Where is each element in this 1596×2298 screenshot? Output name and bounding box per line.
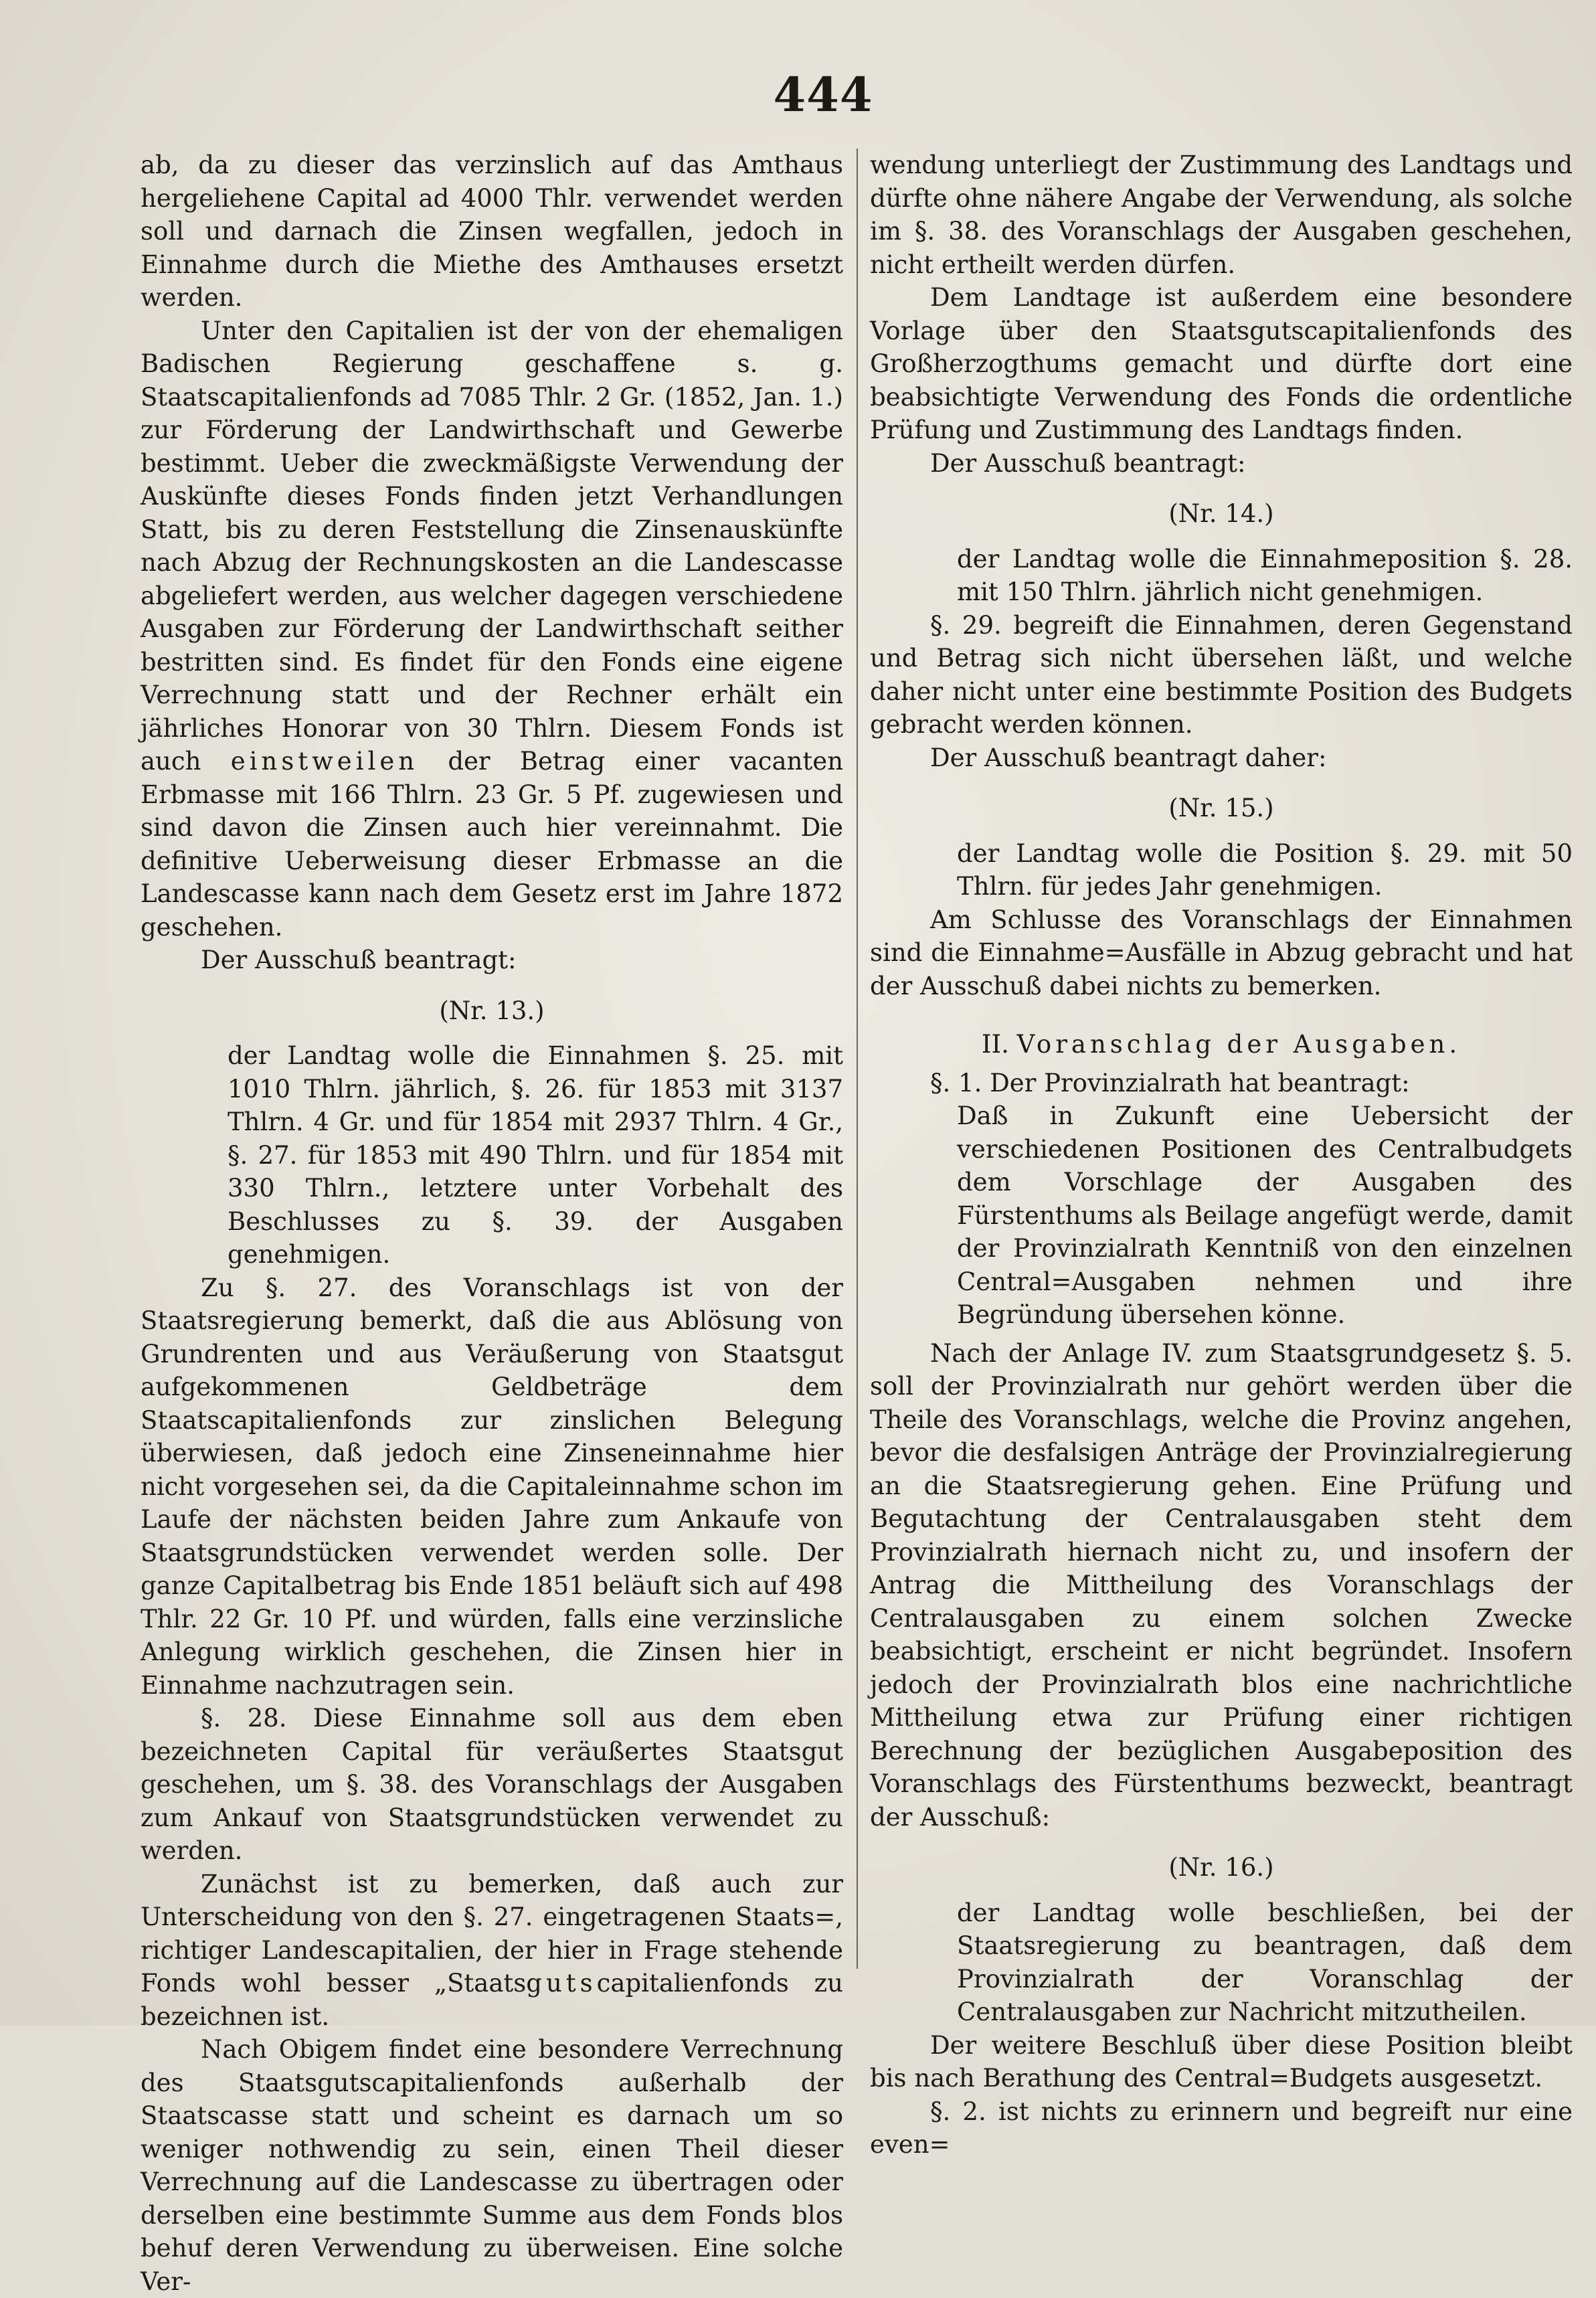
emphasized-word: guts (526, 1969, 597, 1998)
motion-text: der Landtag wolle die Einnahmeposition §. 28. mit 150 Thlrn. jährlich nicht genehmigen. (957, 544, 1573, 606)
motion-label: (Nr. 14.) (1168, 499, 1274, 528)
motion-text: der Landtag wolle beschließen, bei der Staatsregierung zu beantragen, daß dem Provinzialrath der Voranschlag der Centralausgaben zur Nachricht mitzutheilen. (957, 1898, 1573, 2026)
motion-label: (Nr. 16.) (1168, 1853, 1274, 1882)
paragraph (141, 315, 843, 944)
paragraph: Der weitere Beschluß über diese Position bleibt bis nach Berathung des Central=Budgets ausgesetzt. (870, 2030, 1573, 2093)
paragraph: Am Schlusse des Voranschlags der Einnahmen sind die Einnahme=Ausfälle in Abzug gebracht und hat der Ausschuß dabei nichts zu bemerken. (870, 905, 1573, 1000)
emphasized-word: einstweilen (230, 747, 419, 776)
text-run: capitalienfonds zu bezeichnen ist. (141, 1969, 843, 2031)
column-divider (857, 149, 858, 1969)
motion-text: der Landtag wolle die Einnahmen §. 25. mit 1010 Thlrn. jährlich, §. 26. für 1853 mit 3137 Thlrn. 4 Gr. und für 1854 mit 2937 Thlrn. 4 Gr., §. 27. für 1853 mit 490 Thlrn. und für 1854 mit 330 Thlrn., letztere unter Vorbehalt des Beschlusses zu §. 39. der Ausgaben genehmigen. (228, 1041, 843, 1269)
section-heading (870, 1028, 1573, 1061)
right-column (870, 149, 1573, 2161)
motion-label: (Nr. 15.) (1168, 794, 1274, 822)
motion-intro: Der Ausschuß beantragt: (201, 946, 517, 974)
paragraph: Nach der Anlage IV. zum Staatsgrundgesetz §. 5. soll der Provinzialrath nur gehört werden über die Theile des Voranschlags, welche die Provinz angehen, bevor die desfalsigen Anträge der Provinzialregierung an die Staatsregierung gehen. Eine Prüfung und Begutachtung der Centralausgaben steht dem Provinzialrath hiernach nicht zu, und insofern der Antrag die Mittheilung des Voranschlags der Centralausgaben zu einem solchen Zwecke beabsichtigt, erscheint er nicht begründet. Insofern jedoch der Provinzialrath blos eine nachrichtliche Mittheilung etwa zur Prüfung einer richtigen Berechnung der bezüglichen Ausgabeposition des Voranschlags des Fürstenthums bezweckt, beantragt der Ausschuß: (870, 1338, 1573, 1832)
paragraph: §. 28. Diese Einnahme soll aus dem eben bezeichneten Capital für veräußertes Staatsgut geschehen, um §. 38. des Voranschlags der Ausgaben zum Ankauf von Staatsgrundstücken verwendet zu werden. (141, 1704, 843, 1865)
paragraph: §. 29. begreift die Einnahmen, deren Gegenstand und Betrag sich nicht übersehen läßt, und welche daher nicht unter eine bestimmte Position des Budgets gebracht werden können. (870, 610, 1573, 739)
paragraph: §. 1. Der Provinzialrath hat beantragt: (930, 1068, 1410, 1097)
paragraph: Dem Landtage ist außerdem eine besondere Vorlage über den Staatsgutscapitalienfonds des Großherzogthums gemacht und dürfte dort eine beabsichtigte Verwendung des Fonds die ordentliche Prüfung und Zustimmung des Landtags finden. (870, 283, 1573, 444)
paragraph: ab, da zu dieser das verzinslich auf das Amthaus hergeliehene Capital ad 4000 Thlr. verwendet werden soll und darnach die Zinsen wegfallen, jedoch in Einnahme durch die Miethe des Amthauses ersetzt werden. (141, 151, 843, 312)
motion-label: (Nr. 13.) (439, 996, 545, 1025)
section-title: Voranschlag der Ausgaben. (1016, 1030, 1461, 1059)
left-column (141, 149, 843, 2298)
paragraph: Nach Obigem findet eine besondere Verrechnung des Staatsgutscapitalienfonds außerhalb der Staatscasse statt und scheint es darnach um so weniger nothwendig zu sein, einen Theil dieser Verrechnung auf die Landescasse zu übertragen oder derselben eine bestimmte Summe aus dem Fonds blos behuf deren Verwendung zu überweisen. Eine solche Ver- (141, 2035, 843, 2296)
motion-intro: Der Ausschuß beantragt daher: (930, 743, 1327, 772)
text-run: der Betrag einer vacanten Erbmasse mit 166 Thlrn. 23 Gr. 5 Pf. zugewiesen und sind davon die Zinsen auch hier vereinnahmt. Die definitive Ueberweisung dieser Erbmasse an die Landescasse kann nach dem Gesetz erst im Jahre 1872 geschehen. (141, 747, 844, 942)
quoted-motion: Daß in Zukunft eine Uebersicht der verschiedenen Positionen des Centralbudgets dem Vorschlage der Ausgaben des Fürstenthums als Beilage angefügt werde, damit der Provinzialrath Kenntniß von den einzelnen Central=Ausgaben nehmen und ihre Begründung übersehen könne. (957, 1101, 1573, 1329)
text-run: Unter den Capitalien ist der von der ehemaligen Badischen Regierung geschaffene s. g. Staatscapitalienfonds ad 7085 Thlr. 2 Gr. (1852, Jan. 1.) zur Förderung der Landwirthschaft und Gewerbe bestimmt. Ueber die zweckmäßigste Verwendung der Auskünfte dieses Fonds finden jetzt Verhandlungen Statt, bis zu deren Feststellung die Zinsenauskünfte nach Abzug der Rechnungskosten an die Landescasse abgeliefert werden, aus welcher dagegen verschiedene Ausgaben zur Förderung der Landwirthschaft seither bestritten sind. Es findet für den Fonds eine eigene Verrechnung statt und der Rechner erhält ein jährliches Honorar von 30 Thlrn. Diesem Fonds ist auch (141, 316, 843, 776)
paragraph: Zu §. 27. des Voranschlags ist von der Staatsregierung bemerkt, daß die aus Ablösung von Grundrenten und aus Veräußerung von Staatsgut aufgekommenen Geldbeträge dem Staatscapitalienfonds zur zinslichen Belegung überwiesen, daß jedoch eine Zinseneinnahme hier nicht vorgesehen sei, da die Capitaleinnahme schon im Laufe der nächsten beiden Jahre zum Ankaufe von Staatsgrundstücken verwendet werden solle. Der ganze Capitalbetrag bis Ende 1851 beläuft sich auf 498 Thlr. 22 Gr. 10 Pf. und würden, falls eine verzinsliche Anlegung wirklich geschehen, die Zinsen hier in Einnahme nachzutragen sein. (141, 1273, 843, 1700)
section-number: II. (981, 1030, 1009, 1059)
motion-intro: Der Ausschuß beantragt: (930, 448, 1246, 478)
page-number: 444 (773, 67, 873, 122)
motion-text: der Landtag wolle die Position §. 29. mit 50 Thlrn. für jedes Jahr genehmigen. (957, 838, 1573, 901)
text-run: Zunächst ist zu bemerken, daß auch zur Unterscheidung von den §. 27. eingetragenen Staats=, richtiger Landescapitalien, der hier in Frage stehende Fonds wohl besser „Staats (141, 1869, 843, 1998)
paragraph: §. 2. ist nichts zu erinnern und begreift nur eine even= (870, 2097, 1573, 2159)
paragraph (141, 1868, 843, 2034)
paragraph: wendung unterliegt der Zustimmung des Landtags und dürfte ohne nähere Angabe der Verwendung, als solche im §. 38. des Voranschlags der Ausgaben geschehen, nicht ertheilt werden dürfen. (870, 151, 1573, 279)
